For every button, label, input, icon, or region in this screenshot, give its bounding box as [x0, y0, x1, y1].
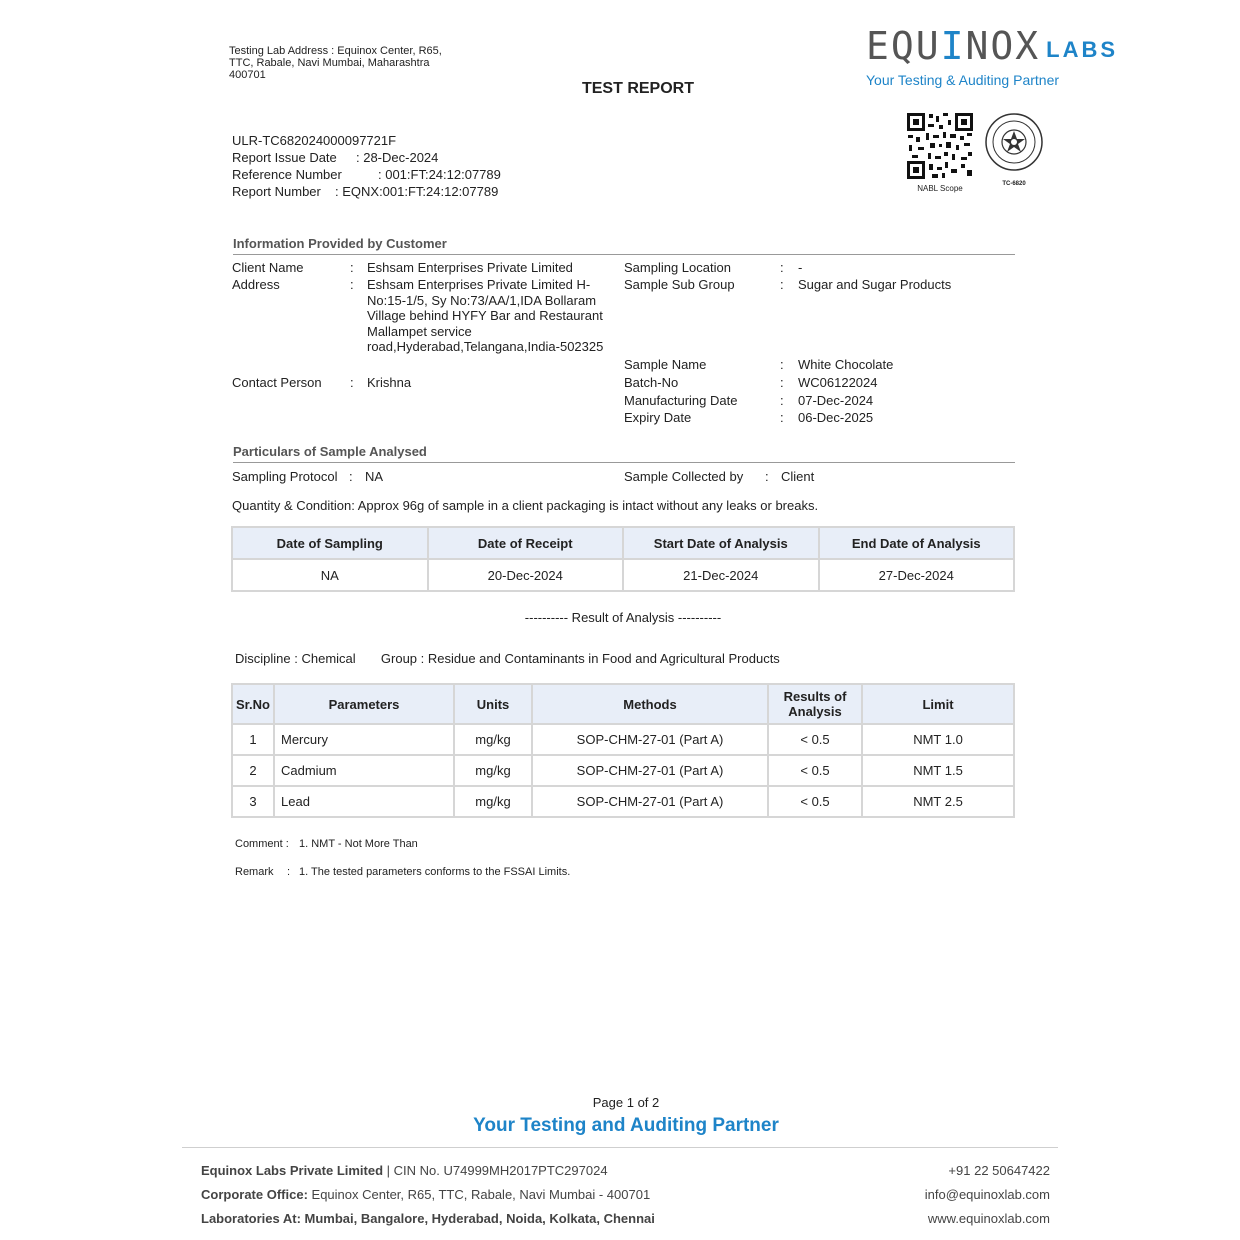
report-identifiers	[232, 132, 501, 200]
table-cell: mg/kg	[454, 755, 532, 786]
discipline-group	[235, 651, 780, 666]
address-line: Village behind HYFY Bar and Restaurant	[367, 308, 603, 323]
footer-phone[interactable]: +91 22 50647422	[948, 1163, 1050, 1178]
logo-wordmark	[866, 24, 1119, 72]
table-header: Parameters	[274, 684, 454, 724]
nabl-seal-icon	[984, 112, 1044, 172]
dates-table	[231, 526, 1015, 592]
address-line: road,Hyderabad,Telangana,India-502325	[367, 339, 604, 354]
company-cin: | CIN No. U74999MH2017PTC297024	[386, 1163, 608, 1178]
quantity-label: Quantity & Condition	[232, 498, 352, 513]
logo-part: EQU	[866, 24, 941, 68]
table-cell: SOP-CHM-27-01 (Part A)	[532, 724, 768, 755]
table-cell: NA	[232, 559, 428, 591]
reference-label: Reference Number	[232, 167, 342, 182]
footer-tagline: Your Testing and Auditing Partner	[473, 1115, 779, 1136]
table-cell: < 0.5	[768, 724, 862, 755]
sampling-location-label: Sampling Location	[624, 260, 731, 275]
mfg-date-value: 07-Dec-2024	[798, 393, 874, 408]
table-cell: NMT 2.5	[862, 786, 1014, 817]
discipline: Discipline : Chemical	[235, 651, 356, 666]
protocol-value: NA	[365, 469, 384, 484]
table-cell: 21-Dec-2024	[623, 559, 819, 591]
address-label: Address	[232, 277, 280, 292]
table-header: Methods	[532, 684, 768, 724]
table-cell: 20-Dec-2024	[428, 559, 624, 591]
header-line: Results of	[783, 689, 847, 704]
table-cell: mg/kg	[454, 724, 532, 755]
customer-right-fields	[624, 260, 1016, 430]
sampling-location-value: -	[798, 260, 803, 275]
table-cell: 2	[232, 755, 274, 786]
colon: :	[780, 277, 784, 292]
address-line: Eshsam Enterprises Private Limited H-	[367, 277, 591, 292]
table-cell: < 0.5	[768, 755, 862, 786]
table-cell: Lead	[274, 786, 454, 817]
remark-label: Remark	[235, 866, 274, 878]
logo-labs: LABS	[1046, 37, 1119, 62]
lab-address-line: TTC, Rabale, Navi Mumbai, Maharashtra	[229, 57, 430, 69]
reference-value: : 001:FT:24:12:07789	[378, 167, 501, 182]
qr-code-icon	[906, 112, 974, 180]
table-header: Date of Sampling	[232, 527, 428, 559]
colon: :	[350, 277, 354, 292]
mfg-date-label: Manufacturing Date	[624, 393, 738, 408]
sample-name-label: Sample Name	[624, 357, 707, 372]
logo-part: I	[940, 24, 966, 68]
table-cell: 27-Dec-2024	[819, 559, 1015, 591]
page-number: Page 1 of 2	[592, 1095, 660, 1110]
expiry-date-value: 06-Dec-2025	[798, 410, 874, 425]
table-header: End Date of Analysis	[819, 527, 1015, 559]
table-cell: mg/kg	[454, 786, 532, 817]
comment-label: Comment :	[235, 838, 289, 850]
page-title: TEST REPORT	[581, 80, 694, 97]
table-header: Date of Receipt	[428, 527, 624, 559]
sub-group-label: Sample Sub Group	[624, 277, 735, 292]
remark	[235, 866, 570, 878]
colon: :	[780, 375, 784, 390]
issue-date-label: Report Issue Date	[232, 150, 337, 165]
client-name-value: Eshsam Enterprises Private Limited	[367, 260, 573, 275]
colon: :	[780, 410, 784, 425]
results-header-row	[232, 684, 1014, 724]
logo-tagline: Your Testing & Auditing Partner	[866, 72, 1060, 88]
expiry-date-label: Expiry Date	[624, 410, 692, 425]
batch-value: WC06122024	[798, 375, 878, 390]
table-header: Limit	[862, 684, 1014, 724]
dates-value-row	[232, 559, 1014, 591]
table-cell: Cadmium	[274, 755, 454, 786]
remark-value: 1. The tested parameters conforms to the FSSAI Limits.	[299, 866, 571, 878]
table-row	[232, 724, 1014, 755]
qr-label: NABL Scope	[917, 184, 963, 193]
header-line: Analysis	[788, 704, 842, 719]
address-line: Mallampet service	[367, 323, 472, 339]
table-header: Units	[454, 684, 532, 724]
table-header: Sr.No	[232, 684, 274, 724]
dates-header-row	[232, 527, 1014, 559]
collected-row	[624, 469, 1016, 487]
address-line: No:15-1/5, Sy No:73/AA/1,IDA Bollaram	[367, 292, 597, 308]
customer-section-title: Information Provided by Customer	[233, 236, 1015, 255]
collected-label: Sample Collected by	[624, 469, 744, 484]
address-value	[367, 277, 603, 355]
lab-address-line: 400701	[229, 69, 266, 81]
ulr-number: ULR-TC682024000097721F	[232, 133, 397, 148]
report-number-value: : EQNX:001:FT:24:12:07789	[335, 184, 499, 199]
colon: :	[765, 469, 769, 484]
table-cell: Mercury	[274, 724, 454, 755]
company-name: Equinox Labs Private Limited	[201, 1163, 384, 1178]
particulars-section-title: Particulars of Sample Analysed	[233, 444, 1015, 463]
comment	[235, 838, 418, 850]
table-cell: 3	[232, 786, 274, 817]
result-heading: ---------- Result of Analysis ----------	[524, 610, 722, 625]
colon: :	[287, 866, 291, 878]
footer-email[interactable]: info@equinoxlab.com	[924, 1187, 1050, 1202]
batch-label: Batch-No	[624, 375, 679, 390]
protocol-label: Sampling Protocol	[232, 469, 338, 484]
table-header	[768, 684, 862, 724]
quantity-value: Approx 96g of sample in a client packaging is intact without any leaks or breaks.	[357, 498, 819, 513]
seal-label: TC-6820	[1002, 181, 1026, 187]
footer-labs: Laboratories At: Mumbai, Bangalore, Hyderabad, Noida, Kolkata, Chennai	[201, 1211, 655, 1226]
customer-left-fields	[232, 260, 632, 400]
table-cell: SOP-CHM-27-01 (Part A)	[532, 786, 768, 817]
colon: :	[780, 260, 784, 275]
footer-website[interactable]: www.equinoxlab.com	[927, 1211, 1050, 1226]
colon: :	[350, 375, 354, 390]
sample-name-value: White Chocolate	[798, 357, 894, 372]
table-cell: NMT 1.0	[862, 724, 1014, 755]
collected-value: Client	[781, 469, 815, 484]
colon: :	[780, 357, 784, 372]
results-table	[231, 683, 1015, 818]
client-name-label: Client Name	[232, 260, 304, 275]
logo-part: NOX	[965, 24, 1041, 68]
table-row	[232, 755, 1014, 786]
quantity-condition	[232, 498, 818, 513]
equinox-logo	[866, 24, 1119, 88]
protocol-row	[232, 469, 622, 487]
colon: :	[349, 469, 353, 484]
colon: :	[351, 498, 355, 513]
lab-address-label: Testing Lab Address :	[229, 45, 335, 57]
sub-group-value: Sugar and Sugar Products	[798, 277, 952, 292]
group: Group : Residue and Contaminants in Food and Agricultural Products	[380, 651, 780, 666]
table-header: Start Date of Analysis	[623, 527, 819, 559]
footer-corporate	[201, 1187, 650, 1202]
colon: :	[350, 260, 354, 275]
report-number-label: Report Number	[232, 184, 321, 199]
table-cell: NMT 1.5	[862, 755, 1014, 786]
colon: :	[780, 393, 784, 408]
contact-label: Contact Person	[232, 375, 322, 390]
table-cell: < 0.5	[768, 786, 862, 817]
contact-value: Krishna	[367, 375, 412, 390]
corporate-address: Equinox Center, R65, TTC, Rabale, Navi Mumbai - 400701	[311, 1187, 651, 1202]
comment-value: 1. NMT - Not More Than	[299, 838, 418, 850]
issue-date-value: : 28-Dec-2024	[356, 150, 439, 165]
footer-company	[201, 1163, 608, 1178]
table-cell: SOP-CHM-27-01 (Part A)	[532, 755, 768, 786]
corporate-label: Corporate Office:	[201, 1187, 308, 1202]
lab-address-line: Equinox Center, R65,	[337, 45, 442, 57]
table-row	[232, 786, 1014, 817]
lab-address	[229, 45, 469, 81]
table-cell: 1	[232, 724, 274, 755]
footer-divider	[182, 1147, 1058, 1148]
